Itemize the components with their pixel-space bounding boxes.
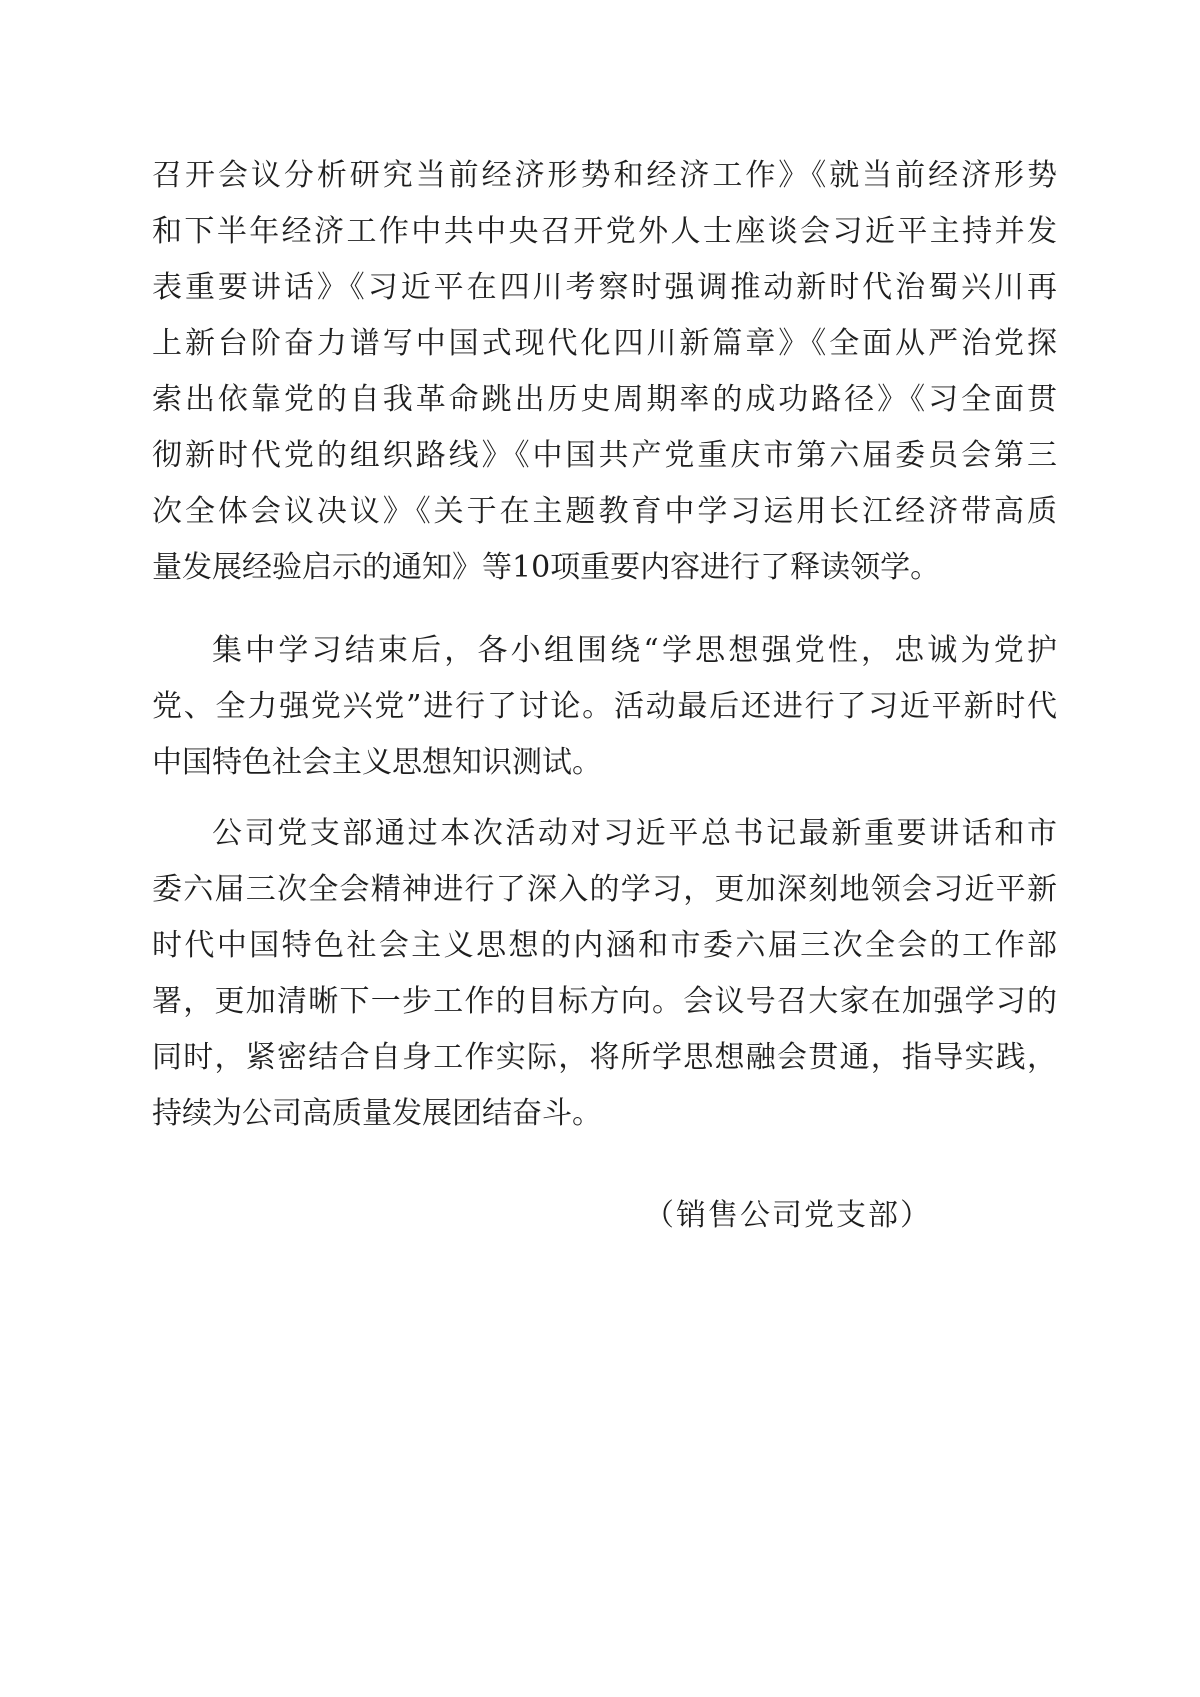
paragraph-line: 同时，紧密结合自身工作实际，将所学思想融会贯通，指导实践， — [152, 1040, 1057, 1075]
paragraph-line: 公司党支部通过本次活动对习近平总书记最新重要讲话和市 — [212, 816, 1057, 851]
paragraph-line: 署，更加清晰下一步工作的目标方向。会议号召大家在加强学习的 — [152, 984, 1057, 1019]
body-paragraph-1 — [152, 148, 1057, 596]
paragraph-line: 量发展经验启示的通知》等10项重要内容进行了释读领学。 — [152, 550, 941, 585]
paragraph-line: 委六届三次全会精神进行了深入的学习，更加深刻地领会习近平新 — [152, 872, 1057, 907]
paragraph-line: 召开会议分析研究当前经济形势和经济工作》《就当前经济形势 — [152, 158, 1057, 193]
paragraph-line: 彻新时代党的组织路线》《中国共产党重庆市第六届委员会第三 — [152, 438, 1057, 473]
paragraph-line: 索出依靠党的自我革命跳出历史周期率的成功路径》《习全面贯 — [152, 382, 1057, 417]
paragraph-line: 中国特色社会主义思想知识测试。 — [152, 745, 602, 780]
paragraph-line: 次全体会议决议》《关于在主题教育中学习运用长江经济带高质 — [152, 494, 1057, 529]
signature-line: （销售公司党支部） — [644, 1198, 932, 1233]
body-paragraph-2 — [152, 623, 1057, 791]
paragraph-line: 和下半年经济工作中共中央召开党外人士座谈会习近平主持并发 — [152, 214, 1057, 249]
paragraph-line: 党、全力强党兴党”进行了讨论。活动最后还进行了习近平新时代 — [152, 689, 1057, 724]
paragraph-line: 集中学习结束后，各小组围绕“学思想强党性，忠诚为党护 — [212, 633, 1057, 668]
body-paragraph-3 — [152, 806, 1057, 1142]
paragraph-line: 表重要讲话》《习近平在四川考察时强调推动新时代治蜀兴川再 — [152, 270, 1057, 305]
paragraph-line: 上新台阶奋力谱写中国式现代化四川新篇章》《全面从严治党探 — [152, 326, 1057, 361]
paragraph-line: 时代中国特色社会主义思想的内涵和市委六届三次全会的工作部 — [152, 928, 1057, 963]
paragraph-line: 持续为公司高质量发展团结奋斗。 — [152, 1096, 602, 1131]
